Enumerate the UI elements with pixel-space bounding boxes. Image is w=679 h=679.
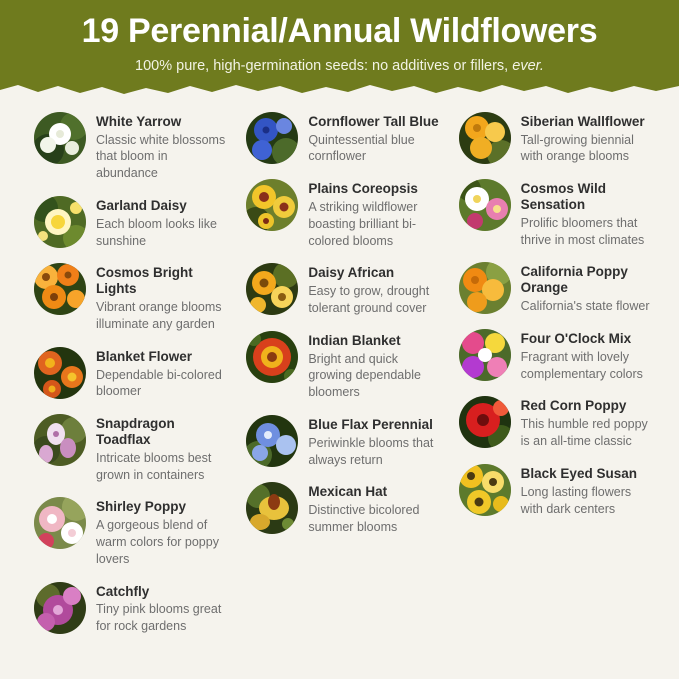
list-item-text: [308, 482, 442, 535]
list-item: [34, 347, 230, 400]
list-item-text: [96, 263, 230, 332]
flower-description: Easy to grow, drought tolerant ground cover: [308, 284, 430, 315]
flower-name: Four O'Clock Mix: [520, 331, 632, 347]
flower-description: Vibrant orange blooms illuminate any garden: [96, 300, 222, 331]
flower-name: Catchfly: [96, 583, 150, 599]
list-item-text: [308, 331, 442, 401]
list-item: [34, 497, 230, 567]
list-item: [246, 331, 442, 401]
list-item-text: [308, 263, 442, 316]
list-item: [246, 179, 442, 249]
list-item: [246, 263, 442, 316]
indian-blanket-thumbnail: [246, 331, 298, 383]
red-corn-poppy-thumbnail: [459, 396, 511, 448]
list-item-text: [96, 196, 230, 249]
flower-description: A striking wildflower boasting brilliant bi-colored blooms: [308, 200, 418, 248]
flower-name: Cornflower Tall Blue: [308, 113, 439, 129]
flower-description: Distinctive bicolored summer blooms: [308, 503, 420, 534]
subtitle-main-text: 100% pure, high-germination seeds: no additives or fillers,: [135, 57, 513, 74]
list-item: [34, 582, 230, 635]
california-poppy-orange-thumbnail: [459, 262, 511, 314]
list-item-text: [96, 582, 230, 635]
flower-description: Tall-growing biennial with orange blooms: [520, 132, 634, 164]
four-oclock-mix-thumbnail: [459, 329, 511, 381]
flower-description: Fragrant with lovely complementary colors: [520, 349, 643, 381]
list-item: [34, 196, 230, 249]
list-item: [34, 414, 230, 483]
flower-description: Quintessential blue cornflower: [308, 132, 415, 164]
list-item-text: [96, 414, 230, 483]
flower-name: Cosmos Wild Sensation: [520, 181, 607, 213]
flower-description: Dependable bi-colored bloomer: [96, 367, 222, 399]
page-subtitle: [20, 58, 659, 74]
flower-name: White Yarrow: [96, 113, 182, 129]
flower-list-columns: [0, 96, 679, 657]
list-item: [34, 112, 230, 182]
flower-description: This humble red poppy is an all-time classic: [520, 417, 648, 449]
mexican-hat-thumbnail: [246, 482, 298, 534]
list-item: [34, 263, 230, 332]
list-item-text: [308, 415, 442, 468]
list-item-text: [521, 396, 655, 449]
list-item: [459, 464, 655, 517]
flower-description: Long lasting flowers with dark centers: [520, 484, 632, 516]
flower-name: Shirley Poppy: [96, 499, 187, 515]
list-item: [459, 329, 655, 382]
list-item-text: [96, 497, 230, 567]
flower-name: Blue Flax Perennial: [308, 416, 433, 432]
list-item-text: [96, 347, 230, 400]
list-item-text: [521, 464, 655, 517]
cornflower-tall-blue-thumbnail: [246, 112, 298, 164]
black-eyed-susan-thumbnail: [459, 464, 511, 516]
flower-description: Bright and quick growing dependable bloomers: [308, 351, 421, 400]
list-item: [459, 112, 655, 165]
snapdragon-toadflax-thumbnail: [34, 414, 86, 466]
flower-name: Indian Blanket: [308, 332, 401, 348]
flower-description: California's state flower: [520, 299, 650, 314]
flower-description: Classic white blossoms that bloom in abundance: [96, 132, 226, 181]
flower-name: Siberian Wallflower: [520, 113, 645, 129]
page-title: 19 Perennial/Annual Wildflowers: [81, 12, 598, 50]
list-item: [246, 415, 442, 468]
flower-description: A gorgeous blend of warm colors for poppy lovers: [96, 518, 219, 566]
plains-coreopsis-thumbnail: [246, 179, 298, 231]
list-item-text: [521, 112, 655, 165]
column-2: [238, 112, 450, 649]
header-banner: [0, 0, 679, 96]
flower-description: Periwinkle blooms that always return: [308, 435, 434, 467]
list-item-text: [308, 112, 442, 165]
flower-description: Tiny pink blooms great for rock gardens: [96, 602, 222, 634]
flower-name: Black Eyed Susan: [520, 465, 637, 481]
blue-flax-perennial-thumbnail: [246, 415, 298, 467]
flower-description: Prolific bloomers that thrive in most climates: [520, 215, 645, 247]
flower-name: Cosmos Bright Lights: [96, 265, 193, 297]
flower-name: Daisy African: [308, 265, 395, 281]
list-item: [246, 482, 442, 535]
daisy-african-thumbnail: [246, 263, 298, 315]
catchfly-thumbnail: [34, 582, 86, 634]
flower-name: Red Corn Poppy: [520, 398, 627, 414]
flower-name: California Poppy Orange: [520, 264, 628, 296]
list-item: [459, 179, 655, 248]
subtitle-emphasis-text: ever.: [512, 57, 544, 74]
flower-name: Plains Coreopsis: [308, 181, 418, 197]
flower-name: Blanket Flower: [96, 348, 193, 364]
blanket-flower-thumbnail: [34, 347, 86, 399]
list-item-text: [96, 112, 230, 182]
flower-name: Garland Daisy: [96, 197, 187, 213]
flower-name: Mexican Hat: [308, 484, 388, 500]
flower-description: Intricate blooms best grown in containers: [96, 450, 212, 482]
column-3: [451, 112, 665, 649]
list-item-text: [521, 262, 655, 315]
list-item-text: [521, 179, 655, 248]
siberian-wallflower-thumbnail: [459, 112, 511, 164]
cosmos-wild-sensation-thumbnail: [459, 179, 511, 231]
flower-description: Each bloom looks like sunshine: [96, 216, 217, 248]
cosmos-bright-lights-thumbnail: [34, 263, 86, 315]
torn-paper-divider: [0, 81, 679, 97]
list-item-text: [308, 179, 442, 249]
garland-daisy-thumbnail: [34, 196, 86, 248]
list-item: [246, 112, 442, 165]
column-1: [14, 112, 238, 649]
shirley-poppy-thumbnail: [34, 497, 86, 549]
list-item-text: [521, 329, 655, 382]
list-item: [459, 396, 655, 449]
flower-name: Snapdragon Toadflax: [96, 416, 175, 447]
white-yarrow-thumbnail: [34, 112, 86, 164]
list-item: [459, 262, 655, 315]
